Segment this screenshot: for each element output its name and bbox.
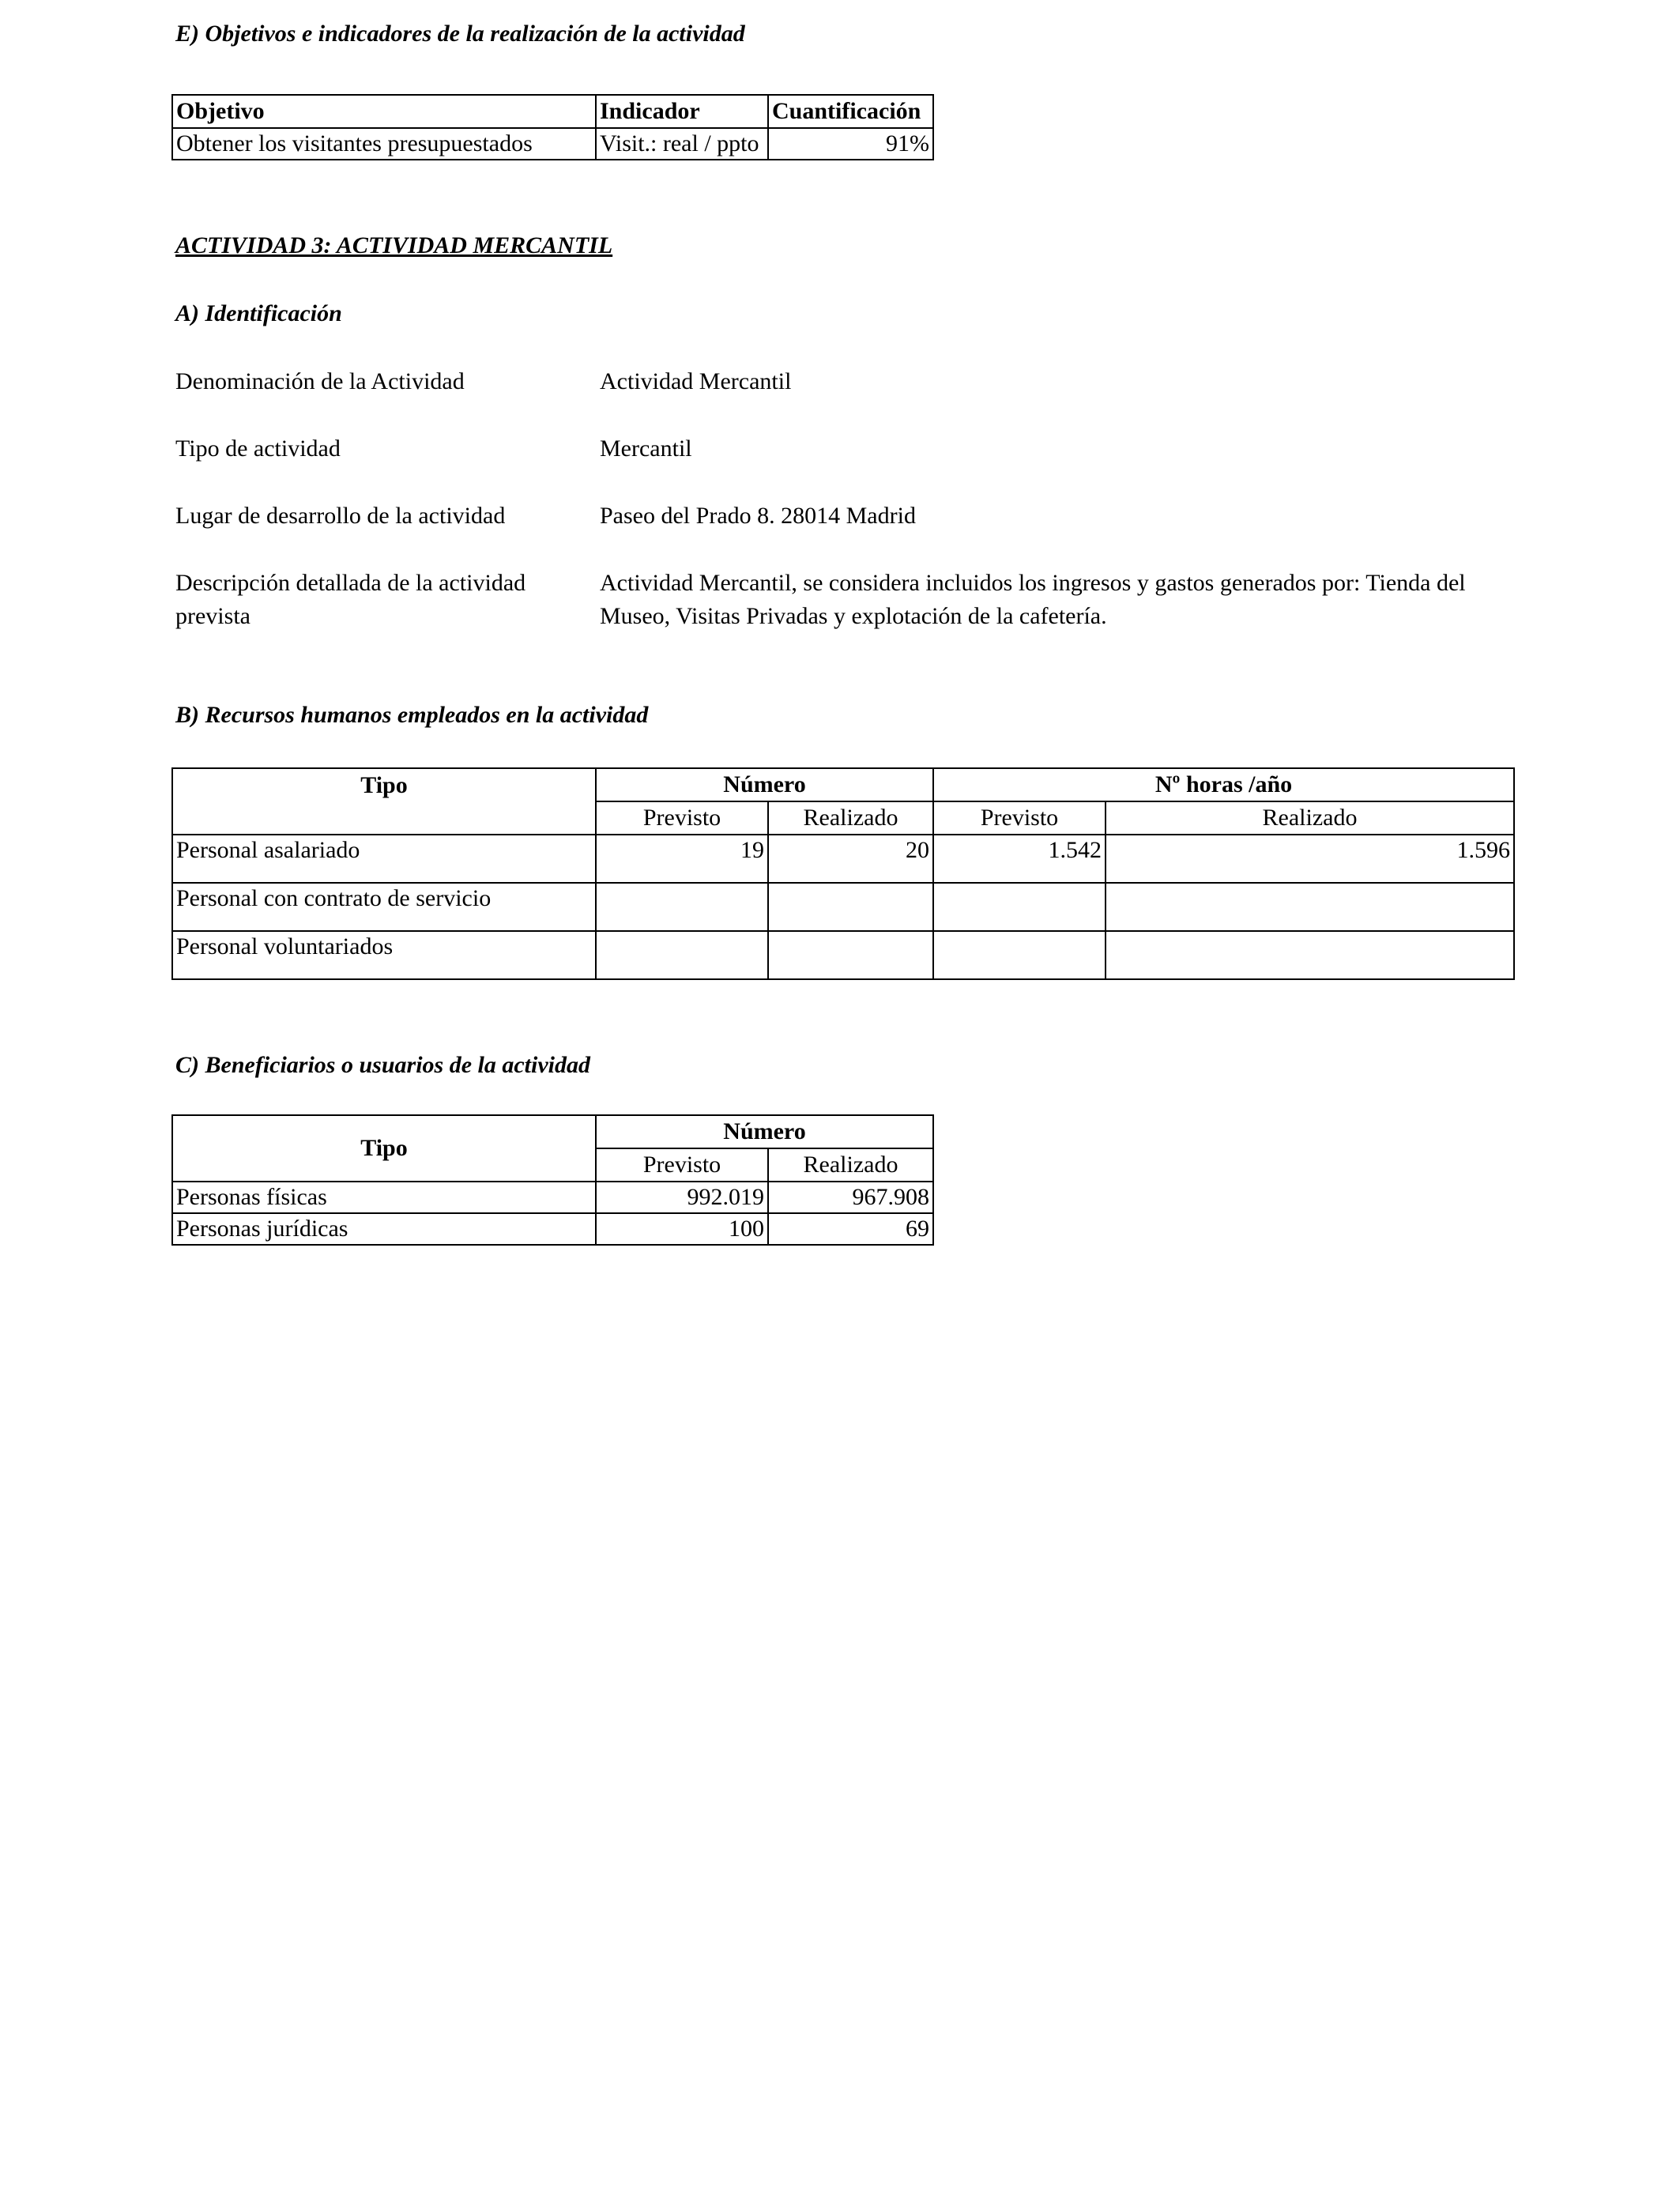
- header-numero: Número: [596, 1115, 933, 1148]
- cell-horas-realizado: 1.596: [1106, 835, 1514, 883]
- header-tipo: Tipo: [172, 1115, 596, 1182]
- header-indicador: Indicador: [596, 95, 768, 128]
- table-header-row: [172, 95, 933, 128]
- header-previsto: Previsto: [596, 1148, 768, 1182]
- section-a-heading: A) Identificación: [175, 300, 342, 326]
- beneficiaries-table: [171, 1114, 934, 1246]
- table-row: [172, 883, 1514, 931]
- cell-num-previsto: 19: [596, 835, 768, 883]
- field-value-denominacion: Actividad Mercantil: [600, 368, 792, 394]
- field-value-tipo: Mercantil: [600, 435, 692, 462]
- cell-tipo: Personal con contrato de servicio: [172, 883, 596, 931]
- human-resources-table: [171, 767, 1515, 980]
- cell-num-realizado: 20: [768, 835, 933, 883]
- table-row: [172, 835, 1514, 883]
- header-tipo: Tipo: [172, 768, 596, 835]
- cell-indicador: Visit.: real / ppto: [596, 128, 768, 160]
- cell-horas-previsto: [933, 931, 1106, 979]
- field-value-descripcion: Actividad Mercantil, se considera incluidos los ingresos y gastos generados por: Tienda del: [600, 570, 1466, 596]
- cell-tipo: Personas jurídicas: [172, 1213, 596, 1245]
- table-header-row: [172, 1115, 933, 1148]
- field-label-descripcion-cont: prevista: [175, 603, 250, 629]
- table-header-row: [172, 768, 1514, 801]
- section-e-heading: E) Objetivos e indicadores de la realización de la actividad: [175, 21, 745, 47]
- objectives-table: [171, 94, 934, 160]
- cell-objetivo: Obtener los visitantes presupuestados: [172, 128, 596, 160]
- cell-previsto: 992.019: [596, 1182, 768, 1213]
- header-num-realizado: Realizado: [768, 801, 933, 835]
- cell-tipo: Personal voluntariados: [172, 931, 596, 979]
- table-row: [172, 931, 1514, 979]
- field-label-denominacion: Denominación de la Actividad: [175, 368, 465, 394]
- section-c-heading: C) Beneficiarios o usuarios de la actividad: [175, 1052, 590, 1078]
- cell-cuantificacion: 91%: [768, 128, 933, 160]
- header-horas: Nº horas /año: [933, 768, 1514, 801]
- cell-horas-previsto: 1.542: [933, 835, 1106, 883]
- header-numero: Número: [596, 768, 933, 801]
- cell-num-previsto: [596, 931, 768, 979]
- field-label-tipo: Tipo de actividad: [175, 435, 341, 462]
- header-realizado: Realizado: [768, 1148, 933, 1182]
- field-value-lugar: Paseo del Prado 8. 28014 Madrid: [600, 503, 916, 529]
- field-label-lugar: Lugar de desarrollo de la actividad: [175, 503, 506, 529]
- activity-title: ACTIVIDAD 3: ACTIVIDAD MERCANTIL: [175, 232, 613, 258]
- cell-horas-realizado: [1106, 883, 1514, 931]
- field-label-descripcion: Descripción detallada de la actividad: [175, 570, 526, 596]
- cell-realizado: 69: [768, 1213, 933, 1245]
- section-b-heading: B) Recursos humanos empleados en la actividad: [175, 702, 649, 728]
- field-value-descripcion-cont: Museo, Visitas Privadas y explotación de la cafetería.: [600, 603, 1107, 629]
- cell-num-realizado: [768, 931, 933, 979]
- cell-horas-realizado: [1106, 931, 1514, 979]
- cell-num-realizado: [768, 883, 933, 931]
- header-cuantificacion: Cuantificación: [768, 95, 933, 128]
- header-horas-previsto: Previsto: [933, 801, 1106, 835]
- table-row: [172, 128, 933, 160]
- cell-tipo: Personas físicas: [172, 1182, 596, 1213]
- cell-tipo: Personal asalariado: [172, 835, 596, 883]
- header-objetivo: Objetivo: [172, 95, 596, 128]
- header-num-previsto: Previsto: [596, 801, 768, 835]
- cell-previsto: 100: [596, 1213, 768, 1245]
- table-row: [172, 1213, 933, 1245]
- header-horas-realizado: Realizado: [1106, 801, 1514, 835]
- cell-num-previsto: [596, 883, 768, 931]
- table-row: [172, 1182, 933, 1213]
- cell-realizado: 967.908: [768, 1182, 933, 1213]
- cell-horas-previsto: [933, 883, 1106, 931]
